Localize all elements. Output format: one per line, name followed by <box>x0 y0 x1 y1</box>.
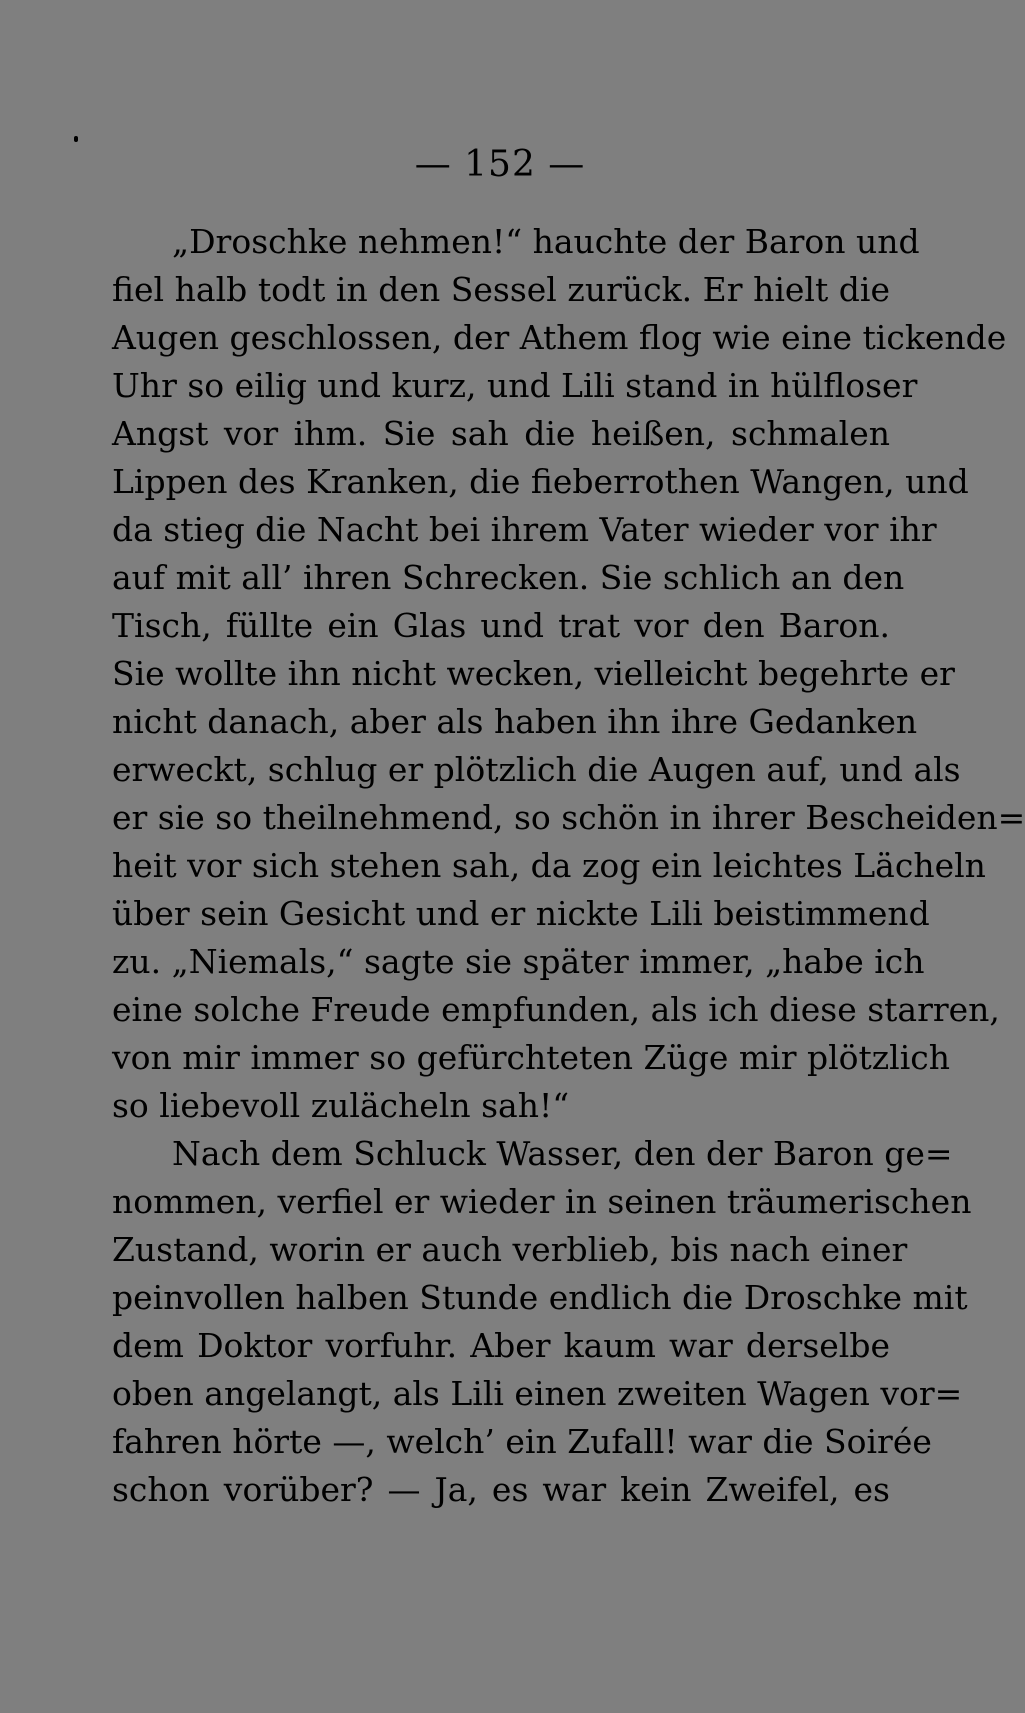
text-line: Sie wollte ihn nicht wecken, vielleicht begehrte er <box>112 654 955 693</box>
text-line: oben angelangt, als Lili einen zweiten Wagen vor= <box>112 1374 963 1413</box>
text-line: Angst vor ihm. Sie sah die heißen, schmalen <box>112 414 890 453</box>
text-line: fiel halb todt in den Sessel zurück. Er hielt die <box>112 270 890 309</box>
text-line: nommen, verfiel er wieder in seinen träumerischen <box>112 1182 972 1221</box>
text-line: da stieg die Nacht bei ihrem Vater wieder vor ihr <box>112 510 937 549</box>
text-line: Nach dem Schluck Wasser, den der Baron ge= <box>172 1134 953 1173</box>
body-text <box>112 218 1025 1514</box>
text-line: Zustand, worin er auch verblieb, bis nach einer <box>112 1230 908 1269</box>
text-line: Lippen des Kranken, die fieberrothen Wangen, und <box>112 462 969 501</box>
text-line: eine solche Freude empfunden, als ich diese starren, <box>112 990 1000 1029</box>
text-line: über sein Gesicht und er nickte Lili beistimmend <box>112 894 930 933</box>
text-line: Augen geschlossen, der Athem flog wie eine tickende <box>112 318 1007 357</box>
text-line: so liebevoll zulächeln sah!“ <box>112 1086 570 1125</box>
text-line: von mir immer so gefürchteten Züge mir plötzlich <box>112 1038 951 1077</box>
text-line: fahren hörte —, welch’ ein Zufall! war die Soirée <box>112 1422 932 1461</box>
text-line: dem Doktor vorfuhr. Aber kaum war derselbe <box>112 1326 890 1365</box>
text-line: zu. „Niemals,“ sagte sie später immer, „habe ich <box>112 942 925 981</box>
text-line: „Droschke nehmen!“ hauchte der Baron und <box>172 222 920 261</box>
text-line: schon vorüber? — Ja, es war kein Zweifel, es <box>112 1470 890 1509</box>
text-line: nicht danach, aber als haben ihn ihre Gedanken <box>112 702 918 741</box>
text-line: auf mit all’ ihren Schrecken. Sie schlich an den <box>112 558 905 597</box>
text-line: erweckt, schlug er plötzlich die Augen auf, und als <box>112 750 961 789</box>
text-line: Tisch, füllte ein Glas und trat vor den Baron. <box>112 606 890 645</box>
page-number: — 152 — <box>414 144 586 185</box>
text-line: peinvollen halben Stunde endlich die Droschke mit <box>112 1278 968 1317</box>
text-line: heit vor sich stehen sah, da zog ein leichtes Lächeln <box>112 846 986 885</box>
text-line: er sie so theilnehmend, so schön in ihrer Bescheiden= <box>112 798 1025 837</box>
text-line: Uhr so eilig und kurz, und Lili stand in hülfloser <box>112 366 918 405</box>
